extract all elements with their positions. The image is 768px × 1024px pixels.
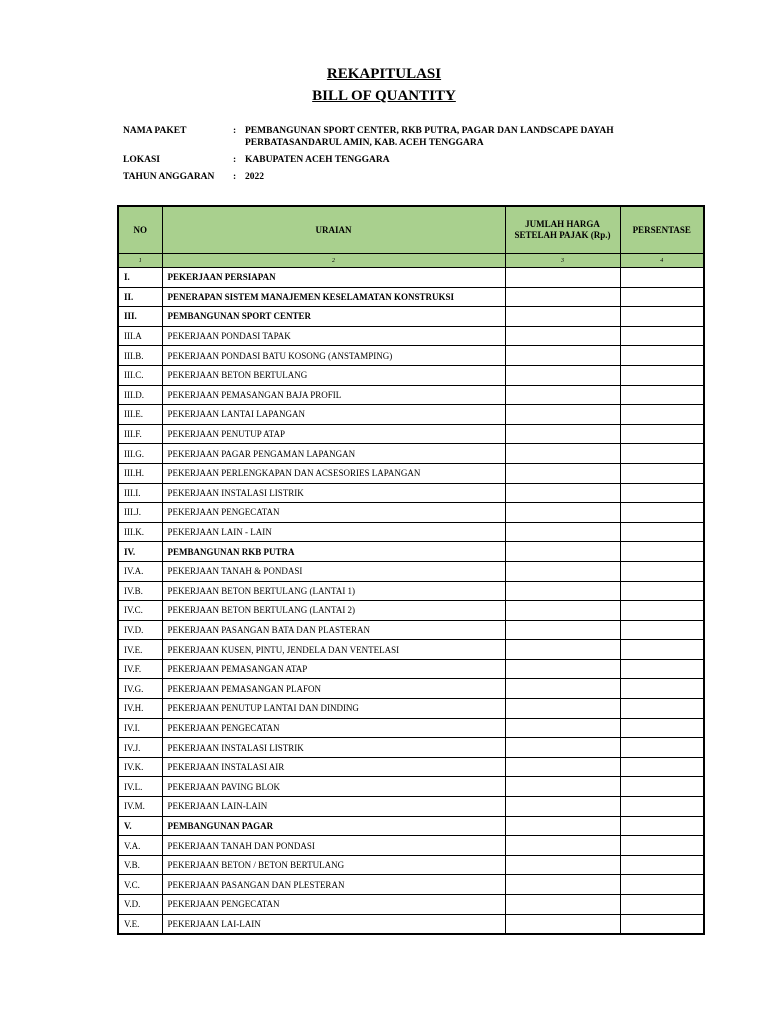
table-header-row	[118, 206, 704, 254]
table-row	[118, 405, 704, 425]
row-persentase	[620, 522, 704, 542]
row-number: V.E.	[118, 914, 162, 934]
row-jumlah-harga	[505, 914, 620, 934]
column-number: 1	[118, 254, 162, 268]
row-jumlah-harga	[505, 385, 620, 405]
row-uraian: PEKERJAAN LAI-LAIN	[162, 914, 505, 934]
row-persentase	[620, 914, 704, 934]
row-persentase	[620, 287, 704, 307]
row-number: V.C.	[118, 875, 162, 895]
row-persentase	[620, 542, 704, 562]
row-uraian: PEKERJAAN LAIN - LAIN	[162, 522, 505, 542]
header-persentase: PERSENTASE	[620, 206, 704, 254]
column-number-row	[118, 254, 704, 268]
row-uraian: PEKERJAAN PONDASI BATU KOSONG (ANSTAMPING)	[162, 346, 505, 366]
row-persentase	[620, 307, 704, 327]
row-number: III.J.	[118, 503, 162, 523]
row-number: V.B.	[118, 855, 162, 875]
row-uraian: PEKERJAAN PEMASANGAN ATAP	[162, 659, 505, 679]
row-persentase	[620, 699, 704, 719]
table-row	[118, 287, 704, 307]
table-row	[118, 346, 704, 366]
row-persentase	[620, 424, 704, 444]
row-uraian: PEKERJAAN INSTALASI LISTRIK	[162, 738, 505, 758]
table-row	[118, 307, 704, 327]
row-jumlah-harga	[505, 836, 620, 856]
table-row	[118, 385, 704, 405]
row-uraian: PEKERJAAN PENGECATAN	[162, 895, 505, 915]
row-persentase	[620, 503, 704, 523]
row-jumlah-harga	[505, 679, 620, 699]
row-uraian: PEKERJAAN BETON BERTULANG	[162, 365, 505, 385]
row-uraian: PEKERJAAN PONDASI TAPAK	[162, 326, 505, 346]
row-number: III.C.	[118, 365, 162, 385]
table-row	[118, 503, 704, 523]
row-uraian: PEKERJAAN PERSIAPAN	[162, 268, 505, 288]
row-persentase	[620, 895, 704, 915]
table-row	[118, 483, 704, 503]
table-row	[118, 738, 704, 758]
row-persentase	[620, 738, 704, 758]
row-number: I.	[118, 268, 162, 288]
document-title: REKAPITULASI	[326, 66, 442, 82]
row-persentase	[620, 875, 704, 895]
row-persentase	[620, 326, 704, 346]
header-no: NO	[118, 206, 162, 254]
row-jumlah-harga	[505, 287, 620, 307]
row-persentase	[620, 463, 704, 483]
row-jumlah-harga	[505, 797, 620, 817]
row-number: III.I.	[118, 483, 162, 503]
row-jumlah-harga	[505, 483, 620, 503]
boq-table	[117, 205, 705, 935]
row-jumlah-harga	[505, 601, 620, 621]
row-persentase	[620, 365, 704, 385]
row-jumlah-harga	[505, 542, 620, 562]
row-uraian: PEKERJAAN PEMASANGAN BAJA PROFIL	[162, 385, 505, 405]
row-persentase	[620, 620, 704, 640]
info-separator: :	[233, 171, 237, 182]
column-number: 2	[162, 254, 505, 268]
row-number: IV.G.	[118, 679, 162, 699]
row-uraian: PEKERJAAN LAIN-LAIN	[162, 797, 505, 817]
row-persentase	[620, 346, 704, 366]
row-number: III.A	[118, 326, 162, 346]
table-row	[118, 268, 704, 288]
info-row-tahun-anggaran	[123, 172, 723, 184]
row-persentase	[620, 855, 704, 875]
row-number: V.	[118, 816, 162, 836]
row-jumlah-harga	[505, 424, 620, 444]
row-persentase	[620, 385, 704, 405]
table-row	[118, 581, 704, 601]
info-value: PEMBANGUNAN SPORT CENTER, RKB PUTRA, PAGAR DAN LANDSCAPE DAYAH PERBATASANDARUL AMIN, KAB. ACEH TENGGARA	[245, 126, 614, 148]
table-row	[118, 699, 704, 719]
row-number: III.	[118, 307, 162, 327]
row-uraian: PEKERJAAN TANAH DAN PONDASI	[162, 836, 505, 856]
row-uraian: PEMBANGUNAN RKB PUTRA	[162, 542, 505, 562]
column-number: 4	[620, 254, 704, 268]
row-number: III.D.	[118, 385, 162, 405]
table-row	[118, 463, 704, 483]
row-persentase	[620, 483, 704, 503]
info-separator: :	[233, 154, 237, 165]
table-row	[118, 836, 704, 856]
table-row	[118, 326, 704, 346]
header-uraian: URAIAN	[162, 206, 505, 254]
row-persentase	[620, 444, 704, 464]
table-row	[118, 757, 704, 777]
info-label: TAHUN ANGGARAN	[123, 171, 215, 182]
document-subtitle: BILL OF QUANTITY	[312, 88, 456, 104]
row-uraian: PEMBANGUNAN PAGAR	[162, 816, 505, 836]
row-jumlah-harga	[505, 816, 620, 836]
table-row	[118, 522, 704, 542]
row-number: IV.J.	[118, 738, 162, 758]
row-uraian: PEKERJAAN INSTALASI LISTRIK	[162, 483, 505, 503]
row-number: IV.I.	[118, 718, 162, 738]
row-jumlah-harga	[505, 895, 620, 915]
row-jumlah-harga	[505, 463, 620, 483]
row-number: V.A.	[118, 836, 162, 856]
row-persentase	[620, 268, 704, 288]
row-persentase	[620, 679, 704, 699]
row-jumlah-harga	[505, 699, 620, 719]
row-uraian: PEKERJAAN PENGECATAN	[162, 718, 505, 738]
table-row	[118, 914, 704, 934]
row-uraian: PEKERJAAN BETON BERTULANG (LANTAI 2)	[162, 601, 505, 621]
row-uraian: PEKERJAAN PASANGAN BATA DAN PLASTERAN	[162, 620, 505, 640]
row-uraian: PEKERJAAN PAVING BLOK	[162, 777, 505, 797]
table-row	[118, 718, 704, 738]
row-number: IV.A.	[118, 561, 162, 581]
table-row	[118, 797, 704, 817]
row-persentase	[620, 757, 704, 777]
header-jumlah-harga: JUMLAH HARGA SETELAH PAJAK (Rp.)	[505, 206, 620, 254]
row-jumlah-harga	[505, 522, 620, 542]
row-uraian: PEKERJAAN PENUTUP LANTAI DAN DINDING	[162, 699, 505, 719]
table-row	[118, 620, 704, 640]
row-persentase	[620, 718, 704, 738]
info-label: LOKASI	[123, 154, 160, 165]
row-number: IV.	[118, 542, 162, 562]
row-number: IV.L.	[118, 777, 162, 797]
row-uraian: PEKERJAAN TANAH & PONDASI	[162, 561, 505, 581]
table-row	[118, 640, 704, 660]
row-jumlah-harga	[505, 640, 620, 660]
row-persentase	[620, 797, 704, 817]
row-uraian: PEKERJAAN INSTALASI AIR	[162, 757, 505, 777]
row-number: III.F.	[118, 424, 162, 444]
table-row	[118, 542, 704, 562]
row-uraian: PEKERJAAN PAGAR PENGAMAN LAPANGAN	[162, 444, 505, 464]
info-separator: :	[233, 126, 237, 136]
info-value: 2022	[245, 171, 264, 182]
row-jumlah-harga	[505, 307, 620, 327]
row-jumlah-harga	[505, 561, 620, 581]
row-uraian: PEKERJAAN BETON / BETON BERTULANG	[162, 855, 505, 875]
row-persentase	[620, 659, 704, 679]
row-number: IV.K.	[118, 757, 162, 777]
row-uraian: PEKERJAAN KUSEN, PINTU, JENDELA DAN VENTELASI	[162, 640, 505, 660]
row-jumlah-harga	[505, 875, 620, 895]
row-jumlah-harga	[505, 738, 620, 758]
row-uraian: PENERAPAN SISTEM MANAJEMEN KESELAMATAN KONSTRUKSI	[162, 287, 505, 307]
row-number: IV.M.	[118, 797, 162, 817]
table-row	[118, 365, 704, 385]
row-persentase	[620, 777, 704, 797]
row-uraian: PEKERJAAN PERLENGKAPAN DAN ACSESORIES LAPANGAN	[162, 463, 505, 483]
row-number: IV.H.	[118, 699, 162, 719]
info-row-nama-paket	[123, 126, 723, 149]
table-row	[118, 777, 704, 797]
row-number: III.B.	[118, 346, 162, 366]
column-number: 3	[505, 254, 620, 268]
row-jumlah-harga	[505, 620, 620, 640]
row-jumlah-harga	[505, 757, 620, 777]
info-label: NAMA PAKET	[123, 126, 187, 136]
row-uraian: PEKERJAAN PENUTUP ATAP	[162, 424, 505, 444]
row-number: IV.F.	[118, 659, 162, 679]
row-uraian: PEKERJAAN PEMASANGAN PLAFON	[162, 679, 505, 699]
row-jumlah-harga	[505, 444, 620, 464]
row-uraian: PEKERJAAN LANTAI LAPANGAN	[162, 405, 505, 425]
row-jumlah-harga	[505, 659, 620, 679]
row-number: II.	[118, 287, 162, 307]
row-jumlah-harga	[505, 777, 620, 797]
table-row	[118, 816, 704, 836]
table-row	[118, 659, 704, 679]
row-persentase	[620, 816, 704, 836]
row-jumlah-harga	[505, 503, 620, 523]
row-jumlah-harga	[505, 326, 620, 346]
row-number: IV.E.	[118, 640, 162, 660]
info-row-lokasi	[123, 155, 723, 167]
table-row	[118, 424, 704, 444]
row-uraian: PEMBANGUNAN SPORT CENTER	[162, 307, 505, 327]
row-jumlah-harga	[505, 405, 620, 425]
table-row	[118, 561, 704, 581]
row-jumlah-harga	[505, 365, 620, 385]
row-uraian: PEKERJAAN PASANGAN DAN PLESTERAN	[162, 875, 505, 895]
row-persentase	[620, 836, 704, 856]
row-number: III.G.	[118, 444, 162, 464]
row-number: IV.C.	[118, 601, 162, 621]
row-number: IV.B.	[118, 581, 162, 601]
row-jumlah-harga	[505, 268, 620, 288]
table-row	[118, 444, 704, 464]
row-uraian: PEKERJAAN BETON BERTULANG (LANTAI 1)	[162, 581, 505, 601]
row-number: V.D.	[118, 895, 162, 915]
table-row	[118, 875, 704, 895]
row-persentase	[620, 640, 704, 660]
row-jumlah-harga	[505, 718, 620, 738]
table-row	[118, 895, 704, 915]
row-jumlah-harga	[505, 581, 620, 601]
row-number: III.K.	[118, 522, 162, 542]
row-jumlah-harga	[505, 346, 620, 366]
table-row	[118, 855, 704, 875]
row-uraian: PEKERJAAN PENGECATAN	[162, 503, 505, 523]
row-persentase	[620, 561, 704, 581]
info-value: KABUPATEN ACEH TENGGARA	[245, 154, 390, 165]
package-info	[123, 126, 723, 189]
row-persentase	[620, 601, 704, 621]
table-row	[118, 601, 704, 621]
row-number: III.E.	[118, 405, 162, 425]
row-jumlah-harga	[505, 855, 620, 875]
row-persentase	[620, 405, 704, 425]
table-row	[118, 679, 704, 699]
row-number: III.H.	[118, 463, 162, 483]
row-number: IV.D.	[118, 620, 162, 640]
row-persentase	[620, 581, 704, 601]
